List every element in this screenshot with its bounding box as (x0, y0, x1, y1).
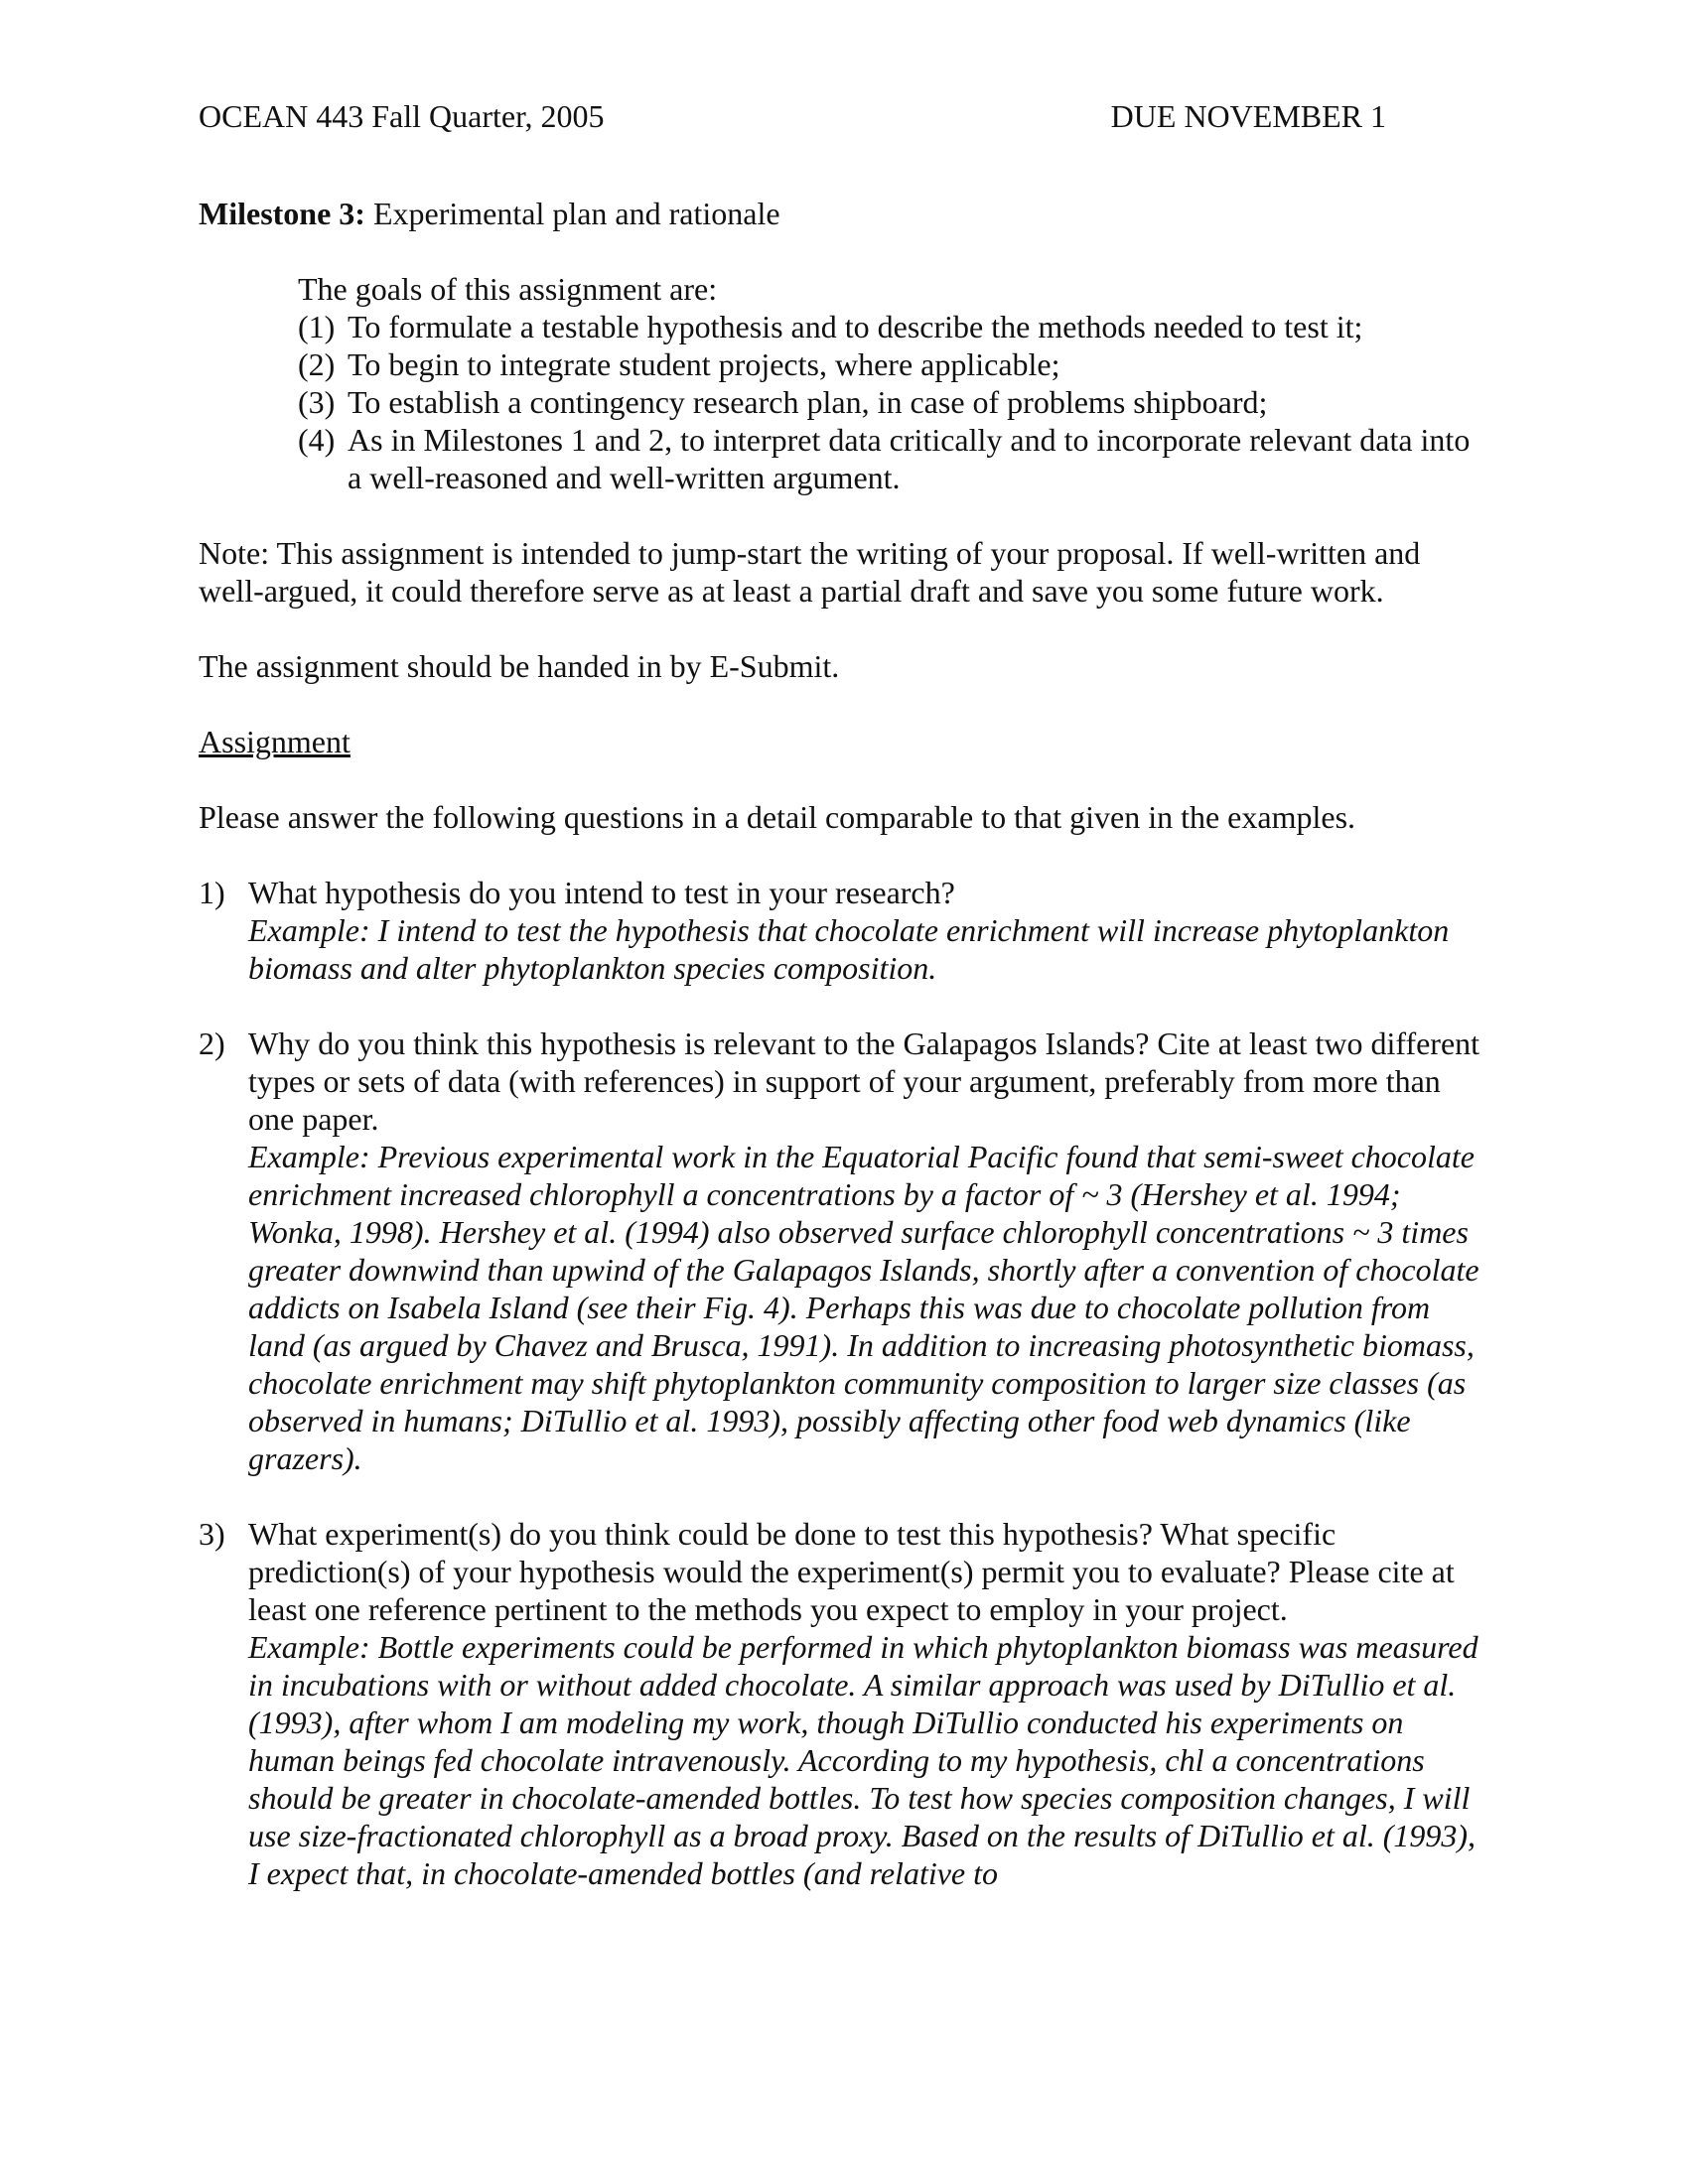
question-text: What experiment(s) do you think could be done to test this hypothesis? What specific prediction(s) of your hypothesis would the experiment(s) permit you to evaluate? Please cite at least one reference pertinent to the methods you expect to employ in your project. (248, 1516, 1455, 1627)
milestone-colon: : (354, 196, 365, 231)
question-number: 1) (199, 875, 225, 910)
question-list (199, 874, 1489, 1892)
question-item (199, 1515, 1489, 1892)
question-text: What hypothesis do you intend to test in your research? (248, 875, 955, 910)
goal-item (298, 421, 1489, 496)
question-number: 3) (199, 1516, 225, 1552)
question-number: 2) (199, 1025, 225, 1061)
goal-text: To establish a contingency research plan, in case of problems shipboard; (348, 384, 1268, 420)
goal-text: To formulate a testable hypothesis and to describe the methods needed to test it; (348, 309, 1363, 344)
question-item (199, 874, 1489, 987)
due-date: DUE NOVEMBER 1 (1110, 98, 1386, 134)
course-label: OCEAN 443 Fall Quarter, 2005 (199, 98, 605, 134)
goal-number: (4) (298, 422, 336, 458)
example-text: Example: I intend to test the hypothesis that chocolate enrichment will increase phytoplankton biomass and alter phytoplankton species composition. (248, 912, 1450, 986)
goal-number: (2) (298, 346, 336, 382)
question-body (248, 874, 1489, 987)
question-body (248, 1024, 1489, 1477)
goal-item (298, 383, 1489, 421)
goal-text: To begin to integrate student projects, where applicable; (348, 346, 1060, 382)
note-paragraph: Note: This assignment is intended to jump-start the writing of your proposal. If well-written and well-argued, it could therefore serve as at least a partial draft and save you some future work. (199, 535, 1421, 609)
goal-item (298, 345, 1489, 383)
goal-number: (3) (298, 384, 336, 420)
goal-text: As in Milestones 1 and 2, to interpret data critically and to incorporate relevant data into a well-reasoned and well-written argument. (348, 422, 1471, 495)
page-header (199, 97, 1386, 135)
milestone-subtitle: Experimental plan and rationale (364, 196, 780, 231)
example-text: Example: Bottle experiments could be performed in which phytoplankton biomass was measured in incubations with or without added chocolate. A similar approach was used by DiTullio et al. (1993), after whom I am modeling my work, though DiTullio conducted his experiments on human beings fed chocolate intravenously. According to my hypothesis, chl a concentrations should be greater in chocolate-amended bottles. To test how species composition changes, I will use size-fractionated chlorophyll as a broad proxy. Based on the results of DiTullio et al. (1993), I expect that, in chocolate-amended bottles (and relative to (248, 1629, 1478, 1891)
goals-block (199, 270, 1489, 496)
example-text: Example: Previous experimental work in the Equatorial Pacific found that semi-sweet chocolate enrichment increased chlorophyll a concentrations by a factor of ~ 3 (Hershey et al. 1994; Wonka, 1998). Hershey et al. (1994) also observed surface chlorophyll concentrations ~ 3 times greater downwind than upwind of the Galapagos Islands, shortly after a convention of chocolate addicts on Isabela Island (see their Fig. 4). Perhaps this was due to chocolate pollution from land (as argued by Chavez and Brusca, 1991). In addition to increasing photosynthetic biomass, chocolate enrichment may shift phytoplankton community composition to larger size classes (as observed in humans; DiTullio et al. 1993), possibly affecting other food web dynamics (like grazers). (248, 1139, 1479, 1476)
milestone-title (199, 195, 1489, 232)
goal-number: (1) (298, 309, 336, 344)
milestone-label: Milestone 3 (199, 196, 355, 231)
goals-intro: The goals of this assignment are: (298, 271, 718, 307)
goal-item (298, 308, 1489, 345)
document-page (199, 97, 1489, 1930)
submit-paragraph: The assignment should be handed in by E-Submit. (199, 648, 840, 684)
instructions-paragraph: Please answer the following questions in a detail comparable to that given in the examples. (199, 799, 1356, 835)
question-text: Why do you think this hypothesis is relevant to the Galapagos Islands? Cite at least two different types or sets of data (with references) in support of your argument, preferably from more than one paper. (248, 1025, 1480, 1137)
question-body (248, 1515, 1489, 1892)
assignment-heading: Assignment (199, 724, 351, 759)
question-item (199, 1024, 1489, 1477)
